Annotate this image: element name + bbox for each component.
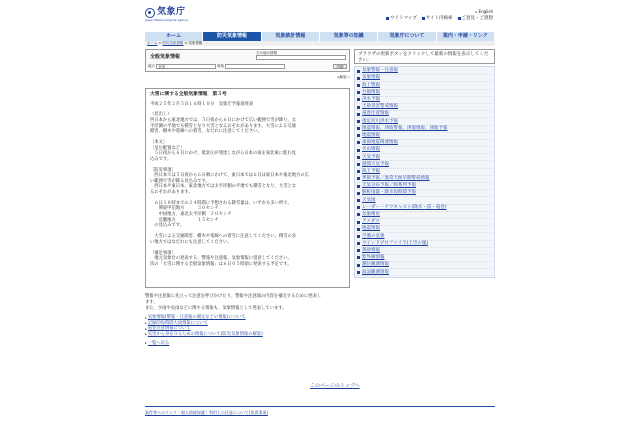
bullet-icon [357,91,360,94]
sidebar-item-label: 気象情報 [362,75,380,81]
related-link[interactable]: ▸ 気象情報(警報・注意報の補完などの情報)について [145,315,246,321]
sidebar-item-label: 土砂災害警戒情報 [362,104,398,110]
tab-home[interactable]: ホーム [145,32,203,41]
bulletin-line: ６日１８時までの２４時間に予想される降雪量は、いずれも多い所で、 [150,200,292,206]
bullet-icon [357,228,360,231]
bulletin-line: 障害、樹木や電線への着雪、なだれに注意してください。 [150,129,262,135]
sidebar-item[interactable] [357,126,492,133]
sidebar-item[interactable] [357,97,492,104]
sidebar-item-label: 指定河川洪水予報 [362,118,398,124]
bulletin-line: 次の「大雪に関する全般気象情報」は６日０５時頃に発表する予定です。 [150,261,292,267]
main-content [145,49,350,346]
breadcrumb-separator: > [184,41,188,46]
bulletin-title: 大雪に関する全般気象情報 第３号 [150,92,227,98]
sidebar-item-label: 紫外線情報 [362,255,385,261]
sidebar-item[interactable] [357,75,492,82]
bulletin-line: 大雪による交通障害、樹木や電線への着雪に注意してください。積雪の多 [150,234,297,240]
bullet-icon [357,271,360,274]
sidebar [354,49,495,346]
bulletin-line: 中国地方、東北太平洋側 ２０センチ [150,212,232,218]
arrow-icon: ▸ [145,315,147,320]
arrow-icon: ▸ [145,326,147,331]
sidebar-item-label: 海上予報 [362,168,380,174]
bullet-icon [357,84,360,87]
sidebar-item[interactable] [357,212,492,219]
sidebar-item-label: 季節予報／異常天候早期警戒情報 [362,176,430,182]
tab-guide-links[interactable]: 案内・申請・リンク [437,32,495,41]
sidebar-item[interactable] [357,190,492,197]
breadcrumb-disaster-info[interactable]: 防災気象情報 [162,41,184,46]
logo-subtitle: Japan Meteorological Agency [145,18,189,22]
sidebar-item-label: 週間天気予報 [362,161,389,167]
bullet-icon [357,163,360,166]
sidebar-item[interactable] [357,248,492,255]
bulletin-line: い範囲で雪が降る見込みです。 [150,178,210,184]
arrow-icon: ▸ [145,321,147,326]
bullet-icon [357,249,360,252]
utility-links [386,16,493,22]
sidebar-item[interactable] [357,241,492,248]
bulletin-line: ［本文］ [150,140,168,146]
sidebar-header: ブラウザの更新ボタンをクリックして最新の情報を表示してください。 [354,49,495,64]
site-search-link[interactable]: サイト内検索 [422,16,453,22]
bullet-icon [357,221,360,224]
sidebar-item-label: 空港の気象 [362,233,385,239]
sidebar-item[interactable] [357,197,492,204]
bulletin-line: 西日本から東北地方では、５日夜から６日にかけて広い範囲で雪が降り、太 [150,118,297,124]
related-link[interactable]: ▸ 記録的短時間大雨情報について [145,320,208,326]
sidebar-item-label: 東海地震関連情報 [362,140,398,146]
bullet-icon [458,17,461,20]
bullet-icon [357,177,360,180]
bullet-icon [357,170,360,173]
breadcrumb-separator: > [158,41,162,46]
region-label: 地方 [148,64,155,69]
footer-links[interactable]: 案件等へのリンク・個人情報保護｜利用上の注意について(免責事項) [145,410,268,415]
bullet-icon [357,213,360,216]
logo-text: 気象庁 [157,7,186,17]
bulletin-line: 近畿地方 １５センチ [150,217,219,223]
sidebar-item-label: アメダス [362,219,380,225]
bulletin-line: 西日本では５日夜から６日朝にかけて、東日本では６日は東日本や東北地方の広 [150,173,309,179]
sidebar-item[interactable] [357,161,492,168]
sidebar-item[interactable] [357,118,492,125]
sidebar-item-label: 黄砂情報 [362,247,380,253]
sidebar-item[interactable] [357,111,492,118]
sidebar-item-label: 海上警報 [362,82,380,88]
sidebar-item[interactable] [357,169,492,176]
other-info-select[interactable] [256,55,346,60]
sidebar-item-label: 潮位観測情報 [362,262,389,268]
arrow-icon: ▸ [145,341,147,346]
bullet-icon [357,242,360,245]
bulletin-line: 込みです。 [150,156,172,162]
global-nav [145,32,495,41]
bulletin-line: ［防災事項］ [150,167,176,173]
bullet-icon [422,17,425,20]
sidebar-item-label: 地震情報 [362,226,380,232]
region-filter [148,64,285,69]
related-link[interactable]: ▸ 竜巻注意情報について [145,326,191,332]
english-link[interactable]: ▸ English [475,9,493,14]
bullet-icon [357,141,360,144]
bullet-icon [357,134,360,137]
tab-about[interactable]: 気象庁について [378,32,436,41]
sidebar-item[interactable] [357,176,492,183]
jma-logo-icon [145,8,155,18]
sidebar-item[interactable] [357,269,492,276]
breadcrumb-home[interactable]: ホーム [147,41,158,46]
bullet-icon [357,199,360,202]
note-line: ます。 [145,300,158,306]
sidebar-item[interactable] [357,147,492,154]
bullet-icon [357,113,360,116]
bulletin-line: るおそれがあります。 [150,190,193,196]
sidebar-item[interactable] [357,226,492,233]
jma-logo[interactable] [145,7,186,18]
sidebar-item-label: 気象警報・注意報 [362,68,398,74]
other-info-label: その他の情報 [256,51,277,55]
bulletin-line: ［補足事項］ [150,250,176,256]
sitemap-link[interactable]: サイトマップ [386,16,417,22]
feedback-link[interactable]: ご意見・ご感想 [458,16,494,22]
bulletin-line: ５日夜から６日にかけ、低気圧が発達しながら日本の南を東北東に進む見 [150,151,296,157]
sidebar-item[interactable] [357,205,492,212]
bullet-icon [357,127,360,130]
related-link[interactable]: ▸ 災害から身を守るための情報について(防災気象情報の解説) [145,331,263,337]
sidebar-item-label: 地震情報、津波警報、津波情報、津波予報 [362,125,448,131]
sidebar-item[interactable] [357,140,492,147]
bullet-icon [386,17,389,20]
bulletin-line: 平成２５年２月５日１６時１０分 気象庁予報部発表 [150,101,254,107]
bullet-icon [357,98,360,101]
sidebar-item-label: 解析雨量・降水短時間予報 [362,190,416,196]
region-select[interactable]: 全国 [156,64,216,69]
sidebar-item-label: 火山情報 [362,147,380,153]
bullet-icon [357,185,360,188]
breadcrumb-current: 気象情報 [188,41,203,46]
page-top-link[interactable]: このページのトップへ [310,383,360,389]
title-box [145,49,350,72]
bulletin-line: 関東甲信地方 ３０センチ [150,206,219,212]
bullet-icon [357,192,360,195]
sidebar-item-label: ウインドプロファイラ(上空の風) [362,240,429,246]
bulletin-line: 西日本や東日本、東北地方では太平洋側の平地でも積雪となり、大雪とな [150,184,297,190]
bullet-icon [357,235,360,238]
note-line: また、少雨や長雨などに関する情報も、気象情報として発表しています。 [145,306,287,312]
sidebar-item-label: レーダー・ナウキャスト(降水・雷・竜巻) [362,204,447,210]
sidebar-item-label: 天気図 [362,197,376,203]
sidebar-item-label: 洪水予報 [362,97,380,103]
bulletin-text [150,102,345,268]
breadcrumb [145,41,495,46]
print-button[interactable]: 印刷 [333,64,347,69]
sidebar-item[interactable] [357,233,492,240]
sidebar-item[interactable] [357,133,492,140]
sidebar-item[interactable] [357,255,492,262]
sidebar-list [354,66,495,278]
bulletin-line: の見込みです。 [150,223,185,229]
pref-label: 府県 [217,64,224,69]
sidebar-item-label: 天気分布予報／時系列予報 [362,183,416,189]
sidebar-item[interactable] [357,154,492,161]
note-line: 警報や注意報に先立って注意を呼びかけたり、警報や注意報の内容を補完するために発表し [145,294,322,300]
back-to-list-link[interactable]: ▸ 一覧へ戻る [145,340,170,346]
bullet-icon [357,106,360,109]
related-links [145,315,350,336]
sidebar-item[interactable] [357,262,492,269]
sidebar-item-label: 地震情報 [362,132,380,138]
tab-statistics[interactable]: 気象統計情報 [262,32,320,41]
bulletin-line: い地方ではなだれにも注意してください。 [150,239,232,245]
tab-disaster-info[interactable]: 防災気象情報 [203,32,261,41]
sidebar-item-label: 波浪観測情報 [362,269,389,275]
sidebar-item-label: 天気予報 [362,154,380,160]
tab-knowledge[interactable]: 気象等の知識 [320,32,378,41]
bulletin-line: （見出し） [150,112,172,118]
bulletin-line: 地元気象台の発表する、警報や注意報、気象情報に留意してください。 [150,256,292,262]
bullet-icon [357,264,360,267]
bullet-icon [357,149,360,152]
sidebar-item-label: 台風情報 [362,89,380,95]
sidebar-item-label: 気象衛星 [362,212,380,218]
sidebar-item[interactable] [357,82,492,89]
bullet-icon [357,77,360,80]
site-header [145,6,495,28]
bullet-icon [357,70,360,73]
bullet-icon [357,206,360,209]
footer [145,406,495,415]
bulletin-box [145,88,350,288]
bulletin-line: ［気圧配置など］ [150,145,185,151]
page-title: 全般気象情報 [150,54,181,60]
notes [145,294,350,312]
bullet-icon [357,256,360,259]
bullet-icon [357,156,360,159]
sidebar-item[interactable] [357,90,492,97]
explanation-link[interactable]: ▸解説へ [337,75,350,79]
sidebar-item-label: 竜巻注意情報 [362,111,389,117]
pref-select[interactable] [225,64,285,69]
bullet-icon [357,120,360,123]
arrow-icon: ▸ [145,331,147,336]
bulletin-line: 平洋側の平地でも積雪となり大雪となるおそれがあります。大雪による交通 [150,123,296,129]
